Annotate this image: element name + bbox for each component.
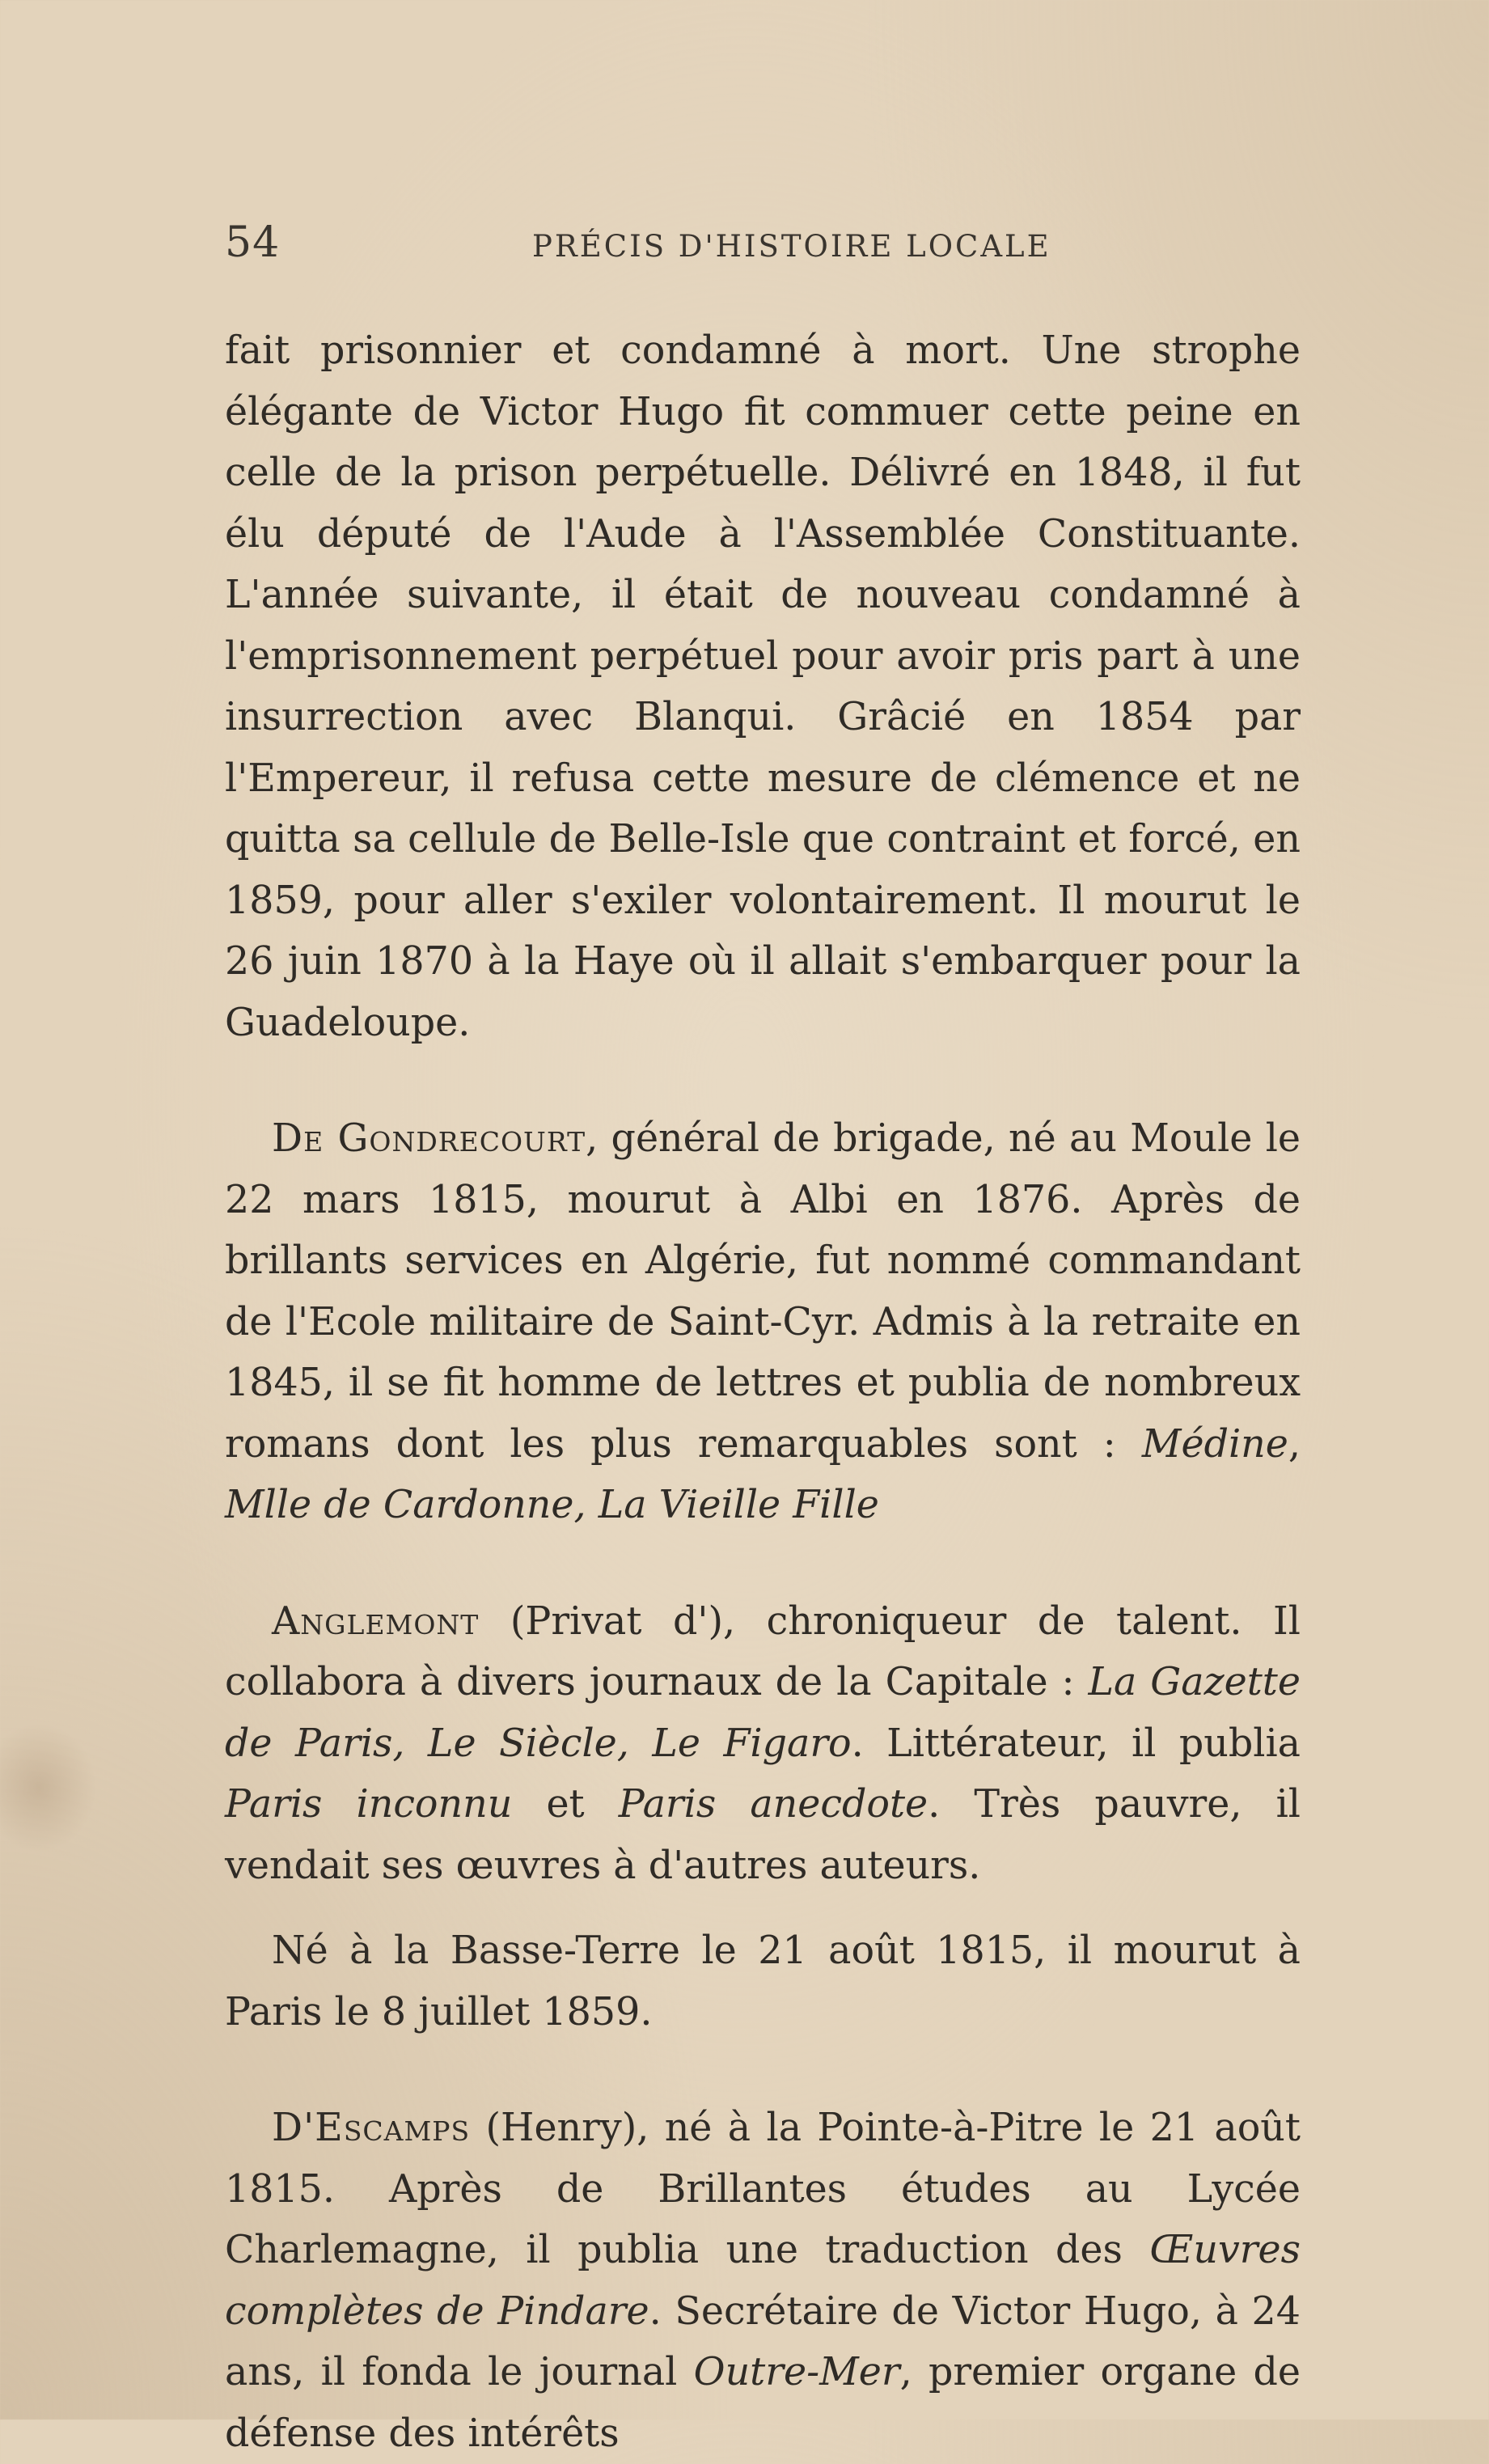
work-title: Médine xyxy=(1141,1421,1288,1467)
paragraph-birth-death: Né à la Basse-Terre le 21 août 1815, il mourut à Paris le 8 juillet 1859. xyxy=(225,1928,1301,2034)
entry-name: D'Escamps xyxy=(272,2106,471,2150)
paragraph-continuation: fait prisonnier et condamné à mort. Une strophe élégante de Victor Hugo fit commuer cette peine en celle de la prison perpétuelle. Délivré en 1848, il fut élu député de l'Aude à l'Assemblée Constituante. L'année suivante, il était de nouveau condamné à l'emprisonnement perpétuel pour avoir pris part à une insurrection avec Blanqui. Grâcié en 1854 par l'Empereur, il refusa cette mesure de clémence et ne quitta sa cellule de Belle-Isle que contraint et forcé, en 1859, pour aller s'exiler volontairement. Il mourut le 26 juin 1870 à la Haye où il allait s'embarquer pour la Guadeloupe. xyxy=(225,328,1301,1045)
newspaper-titles: La Gazette de Paris, Le Siècle, Le Figaro xyxy=(225,1660,1301,1766)
running-title: PRÉCIS D'HISTOIRE LOCALE xyxy=(532,229,1051,264)
paragraph-de-gondrecourt: De Gondrecourt, général de brigade, né au Moule le 22 mars 1815, mourut à Albi en 1876. Après de brillants services en Algérie, fut nommé commandant de l'Ecole militaire de Saint-Cyr. Admis à la retraite en 1845, il se fit homme de lettres et publia de nombreux romans dont les plus remarquables sont : Médine, Mlle de Cardonne, La Vieille Fille xyxy=(225,1116,1301,1527)
page-stain xyxy=(0,1723,97,1852)
entry-name: De Gondrecourt xyxy=(272,1116,586,1161)
entry-text: , général de brigade, né au Moule le 22 mars 1815, mourut à Albi en 1876. Après de brillants services en Algérie, fut nommé commandant de l'Ecole militaire de Saint-Cyr. Admis à la retraite en 1845, il se fit homme de lettres et publia de nombreux romans dont les plus remarquables sont : xyxy=(225,1116,1301,1467)
work-title: Paris anecdote xyxy=(618,1782,929,1827)
book-page xyxy=(225,218,1301,2464)
page-header xyxy=(225,218,1301,283)
entry-text: (Privat d'), chroniqueur de talent. Il collabora à divers journaux de la Capitale : xyxy=(225,1598,1301,1704)
work-title: Œuvres complètes de Pindare xyxy=(225,2228,1301,2334)
entry-name: Anglemont xyxy=(272,1598,480,1644)
page-number: 54 xyxy=(225,218,281,267)
work-title: Paris inconnu xyxy=(225,1782,513,1827)
paragraph-d-escamps: D'Escamps (Henry), né à la Pointe-à-Pitre le 21 août 1815. Après de Brillantes études au Lycée Charlemagne, il publia une traduction des Œuvres complètes de Pindare. Secrétaire de Victor Hugo, à 24 ans, il fonda le journal Outre-Mer, premier organe de défense des intérêts xyxy=(225,2106,1301,2456)
paragraph-anglemont: Anglemont (Privat d'), chroniqueur de talent. Il collabora à divers journaux de la Capitale : La Gazette de Paris, Le Siècle, Le Figaro. Littérateur, il publia Paris inconnu et Paris anecdote. Très pauvre, il vendait ses œuvres à d'autres auteurs. xyxy=(225,1598,1301,1888)
work-title: Mlle de Cardonne, La Vieille Fille xyxy=(225,1483,879,1527)
journal-title: Outre-Mer xyxy=(693,2350,900,2394)
entry-text: (Henry), né à la Pointe-à-Pitre le 21 août 1815. Après de Brillantes études au Lycée Charlemagne, il publia une traduction des xyxy=(225,2106,1301,2272)
